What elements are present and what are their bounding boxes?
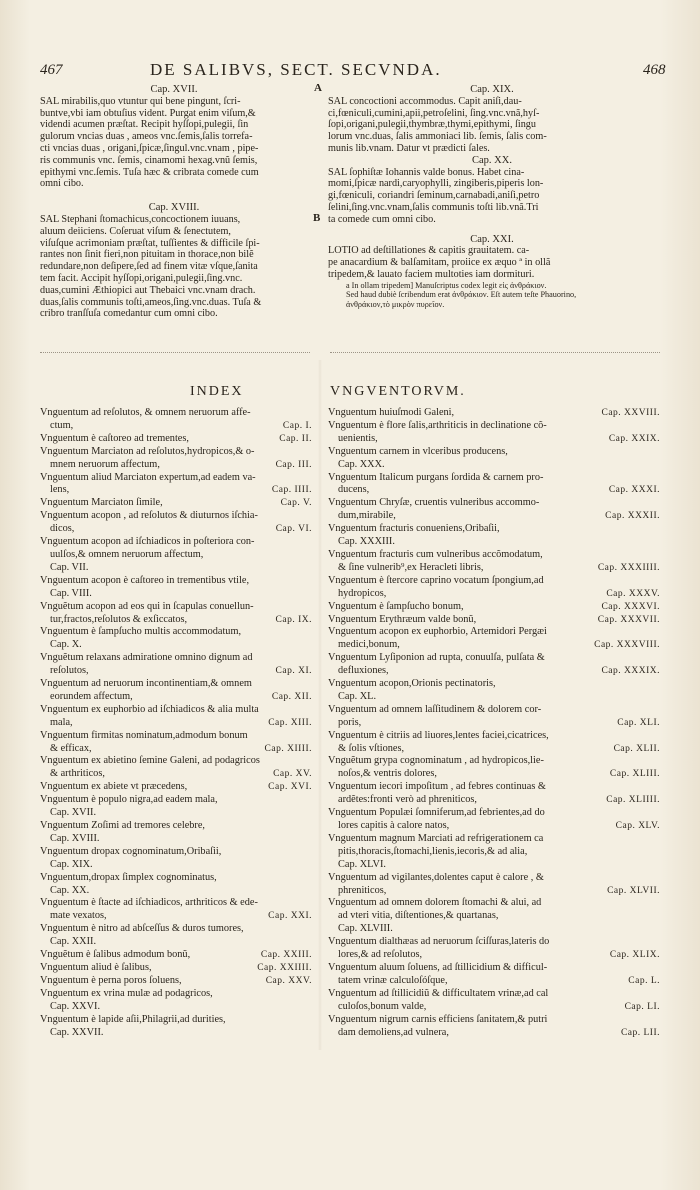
index-entry-chapter: Cap. XIIII. (264, 743, 312, 754)
index-entry (40, 833, 312, 846)
index-entry-text: tatem vrinæ calculoſóſque, (338, 974, 448, 986)
index-entry-text: Vnguentum è nitro ad abſceſſus & duros tumores, (40, 923, 244, 935)
index-entry-text: phreniticos, (338, 884, 387, 896)
index-entry-text: Vnguentum ad reſolutos, & omnem neruorum affe- (40, 407, 251, 418)
index-entry (328, 446, 660, 459)
index-entry (328, 781, 660, 794)
index-entry (328, 639, 660, 652)
text-line: duas,ſalis communis toſti,ameos,ſing.vnc.duas. Tuſa & (40, 296, 262, 308)
index-entry (40, 768, 312, 781)
index-entry-text: Vnguentum ex vrina mulæ ad podagricos, (40, 987, 213, 999)
index-entry (328, 975, 660, 988)
index-entry (328, 652, 660, 665)
index-entry (328, 536, 660, 549)
index-entry (40, 962, 312, 975)
index-entry (40, 872, 312, 885)
index-entry-chapter: Cap. XXIII. (260, 950, 312, 961)
index-entry-text: reſolutos, (50, 665, 89, 677)
index-entry (40, 588, 312, 601)
index-entry (40, 523, 312, 536)
text-line: SAL ſophiſtæ Iohannis valde bonus. Habet cina- (328, 166, 525, 178)
text-line: momi,ſpicæ nardi,caryophylli, zingiberis,piperis lon- (328, 178, 544, 190)
index-entry-text: Vnguentum ad omnem dolorem ſtomachi & alui, ad (328, 897, 542, 909)
index-entry-text: mate vexatos, (50, 910, 107, 922)
index-entry-chapter: Cap. XLVII. (607, 885, 660, 896)
index-entry (40, 536, 312, 549)
index-entry-text: Vnguentum acopon ad iſchiadicos in poſteriora con- (40, 536, 255, 548)
text-line: redundare,non deſipere,ſed ad finem vitæ vſque,ſanita (40, 261, 258, 273)
index-entry-text: tur,fractos,reſolutos & exſiccatos, (50, 613, 188, 625)
index-entry-chapter: Cap. XXI. (268, 911, 312, 922)
index-entry (328, 820, 660, 833)
index-entry (40, 549, 312, 562)
index-entry-text: Vnguentum acopon è caſtoreo in trementibus vtile, (40, 574, 250, 586)
index-entry (328, 510, 660, 523)
footnote-line: Sed haud dubiè ſcribendum erat ἀνθράκιον. Eſt autem teſte Phauorino, (346, 290, 577, 300)
index-entry (328, 614, 660, 627)
index-entry (40, 988, 312, 1001)
index-entry (40, 614, 312, 627)
index-entry-text: Vnguentum Populæi ſomniferum,ad febrientes,ad do (328, 807, 545, 819)
index-entry (40, 885, 312, 898)
index-entry (40, 433, 312, 446)
chapter-paragraph (40, 214, 308, 320)
index-entry-text: Vnguentum è citriis ad liuores,lentes faciei,cicatrices, (328, 729, 549, 741)
index-entry (40, 1001, 312, 1014)
index-entry (40, 910, 312, 923)
index-entry-text: Cap. XVII. (50, 807, 97, 819)
index-entry (328, 497, 660, 510)
index-entry (328, 601, 660, 614)
index-entry (328, 1014, 660, 1027)
index-entry-text: Vnguentum è ſtacte ad iſchiadicos, arthriticos & ede- (40, 897, 258, 909)
index-entry (328, 691, 660, 704)
index-entry (40, 626, 312, 639)
index-title-left: INDEX (190, 384, 244, 399)
index-entry-text: Vnguentum acopon ex euphorbio, Artemidori Pergæi (328, 626, 547, 638)
index-entry (40, 446, 312, 459)
index-entry (328, 768, 660, 781)
index-entry-chapter: Cap. XVI. (268, 782, 312, 793)
index-entry (40, 859, 312, 872)
text-line: cribro tranſſuſa comedantur cum omni cibo. (40, 308, 218, 320)
index-entry-text: Vnguentum fracturis cum vulneribus accõmodatum, (328, 548, 543, 560)
index-entry (328, 962, 660, 975)
index-entry (40, 704, 312, 717)
index-entry-chapter: Cap. XLIII. (609, 769, 660, 780)
index-title-right: VNGVENTORVM. (330, 384, 466, 399)
text-line: ris communis vnc. ſemis, cinamomi hexag.vnũ ſemis, (40, 154, 258, 166)
gutter (318, 360, 322, 1050)
index-entry-text: Vnguentum ex abiete vt præcedens, (40, 781, 188, 793)
index-entry-text: Vnguentum Chryſæ, cruentis vulneribus accommo- (328, 497, 540, 509)
index-entry (40, 897, 312, 910)
chapter-heading: Cap. XX. (472, 154, 512, 166)
margin-marker-a: A (314, 82, 322, 94)
text-line: gulorum vncias duas , ameos vnc.ſemis,ſalis torrefa- (40, 131, 253, 143)
index-entry-text: Cap. XXX. (338, 458, 385, 470)
index-entry-text: Vnguentum nigrum carnis efficiens ſanitatem,& putri (328, 1013, 548, 1025)
index-entry (40, 575, 312, 588)
text-line: ci,fœniculi,cumini,apii,petroſelini, ſing.vnc.vnã,hyſ- (328, 107, 540, 119)
index-entry (328, 936, 660, 949)
text-line: duas,cumini Æthiopici aut Thebaici vnc.vnam drach. (40, 284, 256, 296)
page-number-left: 467 (40, 62, 63, 78)
index-entry (328, 988, 660, 1001)
index-entry (328, 472, 660, 485)
chapter-heading: Cap. XVII. (150, 84, 198, 95)
index-entry-text: Vnguentum è flore ſalis,arthriticis in declinatione cõ- (328, 419, 547, 431)
index-entry-chapter: Cap. XLIX. (609, 950, 660, 961)
index-entry-chapter: Cap. XXXVII. (597, 614, 660, 625)
index-entry-text: noſos,& ventris dolores, (338, 768, 437, 780)
index-entry (40, 755, 312, 768)
index-entry (40, 743, 312, 756)
section-divider (330, 352, 660, 353)
index-entry (328, 1001, 660, 1014)
text-line: ta comede cum omni cibo. (328, 213, 436, 225)
index-entry-text: lens, (50, 484, 70, 496)
index-entry (40, 420, 312, 433)
text-line: tripedem,& lauato faciem multoties iam dormituri. (328, 268, 535, 280)
index-entry-chapter: Cap. XLIIII. (606, 795, 660, 806)
index-entry-text: pitis,thoracis,ſtomachi,lienis,iecoris,& ad alia, (338, 845, 528, 857)
index-entry (40, 459, 312, 472)
index-entry (328, 755, 660, 768)
index-entry-text: Vnguẽtum relaxans admiratione omnino dignum ad (40, 652, 253, 664)
index-entry (328, 407, 660, 420)
left-text-column (40, 84, 308, 320)
index-entry-text: Vnguentum ad ſtillicidiũ & difficultatem vrinæ,ad cal (328, 987, 549, 999)
index-entry-text: Vnguentum acopon,Orionis pectinatoris, (328, 678, 496, 690)
index-entry-text: uenientis, (338, 432, 378, 444)
index-entry-chapter: Cap. XXIX. (608, 433, 660, 444)
index-entry-text: eorundem affectum, (50, 690, 133, 702)
index-entry (40, 807, 312, 820)
index-entry-text: Vnguentum Italicum purgans ſordida & carnem pro- (328, 471, 544, 483)
text-line: epithymi vnc.ſemis. Tuſa hæc & cribrata comede cum (40, 166, 259, 178)
right-text-column (328, 84, 656, 309)
index-entry-text: Vnguentum iecori impoſitum , ad febres continuas & (328, 781, 546, 793)
index-entry (40, 497, 312, 510)
index-entry (40, 510, 312, 523)
index-entry (40, 975, 312, 988)
index-entry (328, 923, 660, 936)
index-entry (328, 872, 660, 885)
index-entry-text: Vnguentum ex euphorbio ad iſchiadicos & alia multa (40, 703, 259, 715)
index-entry (40, 407, 312, 420)
index-entry (328, 1027, 660, 1040)
index-entry-chapter: Cap. VI. (275, 524, 312, 535)
index-entry (40, 923, 312, 936)
page-number-right: 468 (643, 62, 666, 78)
chapter-heading: Cap. XVIII. (148, 202, 200, 214)
index-entry (328, 704, 660, 717)
index-entry-chapter: Cap. LII. (620, 1027, 660, 1038)
index-entry-chapter: Cap. XXV. (265, 975, 312, 986)
index-entry (40, 1027, 312, 1040)
index-entry-text: dum,mirabile, (338, 510, 396, 522)
text-line: SAL mirabilis,quo vtuntur qui bene pingunt, ſcri- (40, 95, 241, 107)
index-entry-text: Vnguentum acopon , ad reſolutos & diuturnos iſchia- (40, 510, 258, 522)
index-entry-chapter: Cap. LI. (624, 1001, 660, 1012)
index-entry-chapter: Cap. XV. (273, 769, 312, 780)
index-entry-text: Vnguentum è ſtercore caprino vocatum ſpongium,ad (328, 574, 544, 586)
index-entry (328, 575, 660, 588)
index-entry-text: Cap. XXII. (50, 936, 97, 948)
index-entry-text: defluxiones, (338, 665, 389, 677)
index-entry-text: Cap. XVIII. (50, 832, 100, 844)
index-entry-text: Vnguentum è populo nigra,ad eadem mala, (40, 794, 218, 806)
index-entry-text: Cap. XLVI. (338, 858, 386, 870)
index-entry (328, 846, 660, 859)
index-entry (328, 678, 660, 691)
index-entry-text: mnem neruorum affectum, (50, 458, 160, 470)
chapter-paragraph (40, 96, 308, 190)
index-entry (40, 484, 312, 497)
index-entry (40, 639, 312, 652)
index-entry-text: Cap. XXVII. (50, 1026, 104, 1038)
index-entry-chapter: Cap. XII. (271, 691, 312, 702)
index-entry-text: Vnguentum fracturis conueniens,Oribaſii, (328, 523, 500, 535)
index-entry-chapter: Cap. IIII. (271, 485, 312, 496)
running-title: DE SALIBVS, SECT. SECVNDA. (150, 60, 442, 79)
index-entry (328, 859, 660, 872)
index-entry-chapter: Cap. XLII. (613, 743, 660, 754)
index-entry (328, 665, 660, 678)
index-entry-text: Vnguentum Erythræum valde bonũ, (328, 613, 477, 625)
index-entry-text: Vnguentum aluum ſoluens, ad ſtillicidium & difficul- (328, 961, 548, 973)
index-entry-text: Vnguentum è perna poros ſoluens, (40, 974, 182, 986)
chapter-heading: Cap. XIX. (470, 84, 514, 95)
text-line: ſelini,ſing.vnc.vnam,ſalis communis toſti lib.vnã.Tri (328, 201, 539, 213)
index-entry-chapter: Cap. XXXV. (606, 588, 660, 599)
index-entry-chapter: Cap. XXXIIII. (597, 562, 660, 573)
index-entry-text: Vnguẽtum è ſalibus admodum bonũ, (40, 949, 191, 961)
index-entry-text: Vnguentum carnem in vlceribus producens, (328, 445, 508, 457)
index-entry (40, 820, 312, 833)
text-line: ſopi,origani,pulegii,thymbræ,thymi,epithymi, ſingu (328, 119, 536, 131)
index-entry-chapter: Cap. III. (275, 459, 312, 470)
section-divider (40, 352, 310, 353)
index-entry (328, 562, 660, 575)
index-entry-text: ducens, (338, 484, 370, 496)
index-entry-chapter: Cap. XXXI. (608, 485, 660, 496)
index-entry-text: ad vteri vitia, diſtentiones,& quartanas, (338, 910, 499, 922)
index-entry-text: ardẽtes:fronti verò ad phreniticos, (338, 794, 477, 806)
index-entry-chapter: Cap. V. (280, 498, 312, 509)
index-entry-chapter: Cap. XXXVI. (601, 601, 660, 612)
index-entry-text: Cap. XLVIII. (338, 923, 393, 935)
index-entry-text: Vnguentum ex abietino ſemine Galeni, ad podagricos (40, 755, 260, 767)
index-entry-chapter: Cap. XLV. (615, 821, 660, 831)
index-entry (40, 730, 312, 743)
index-entry-text: Vnguentum firmitas nominatum,admodum bonum (40, 729, 248, 741)
index-column-right (328, 407, 660, 1039)
text-line: pe anacardium & balſamitam, proiice ex æquo ª in ollã (328, 257, 551, 269)
index-entry (328, 949, 660, 962)
index-entry-chapter: Cap. XIII. (268, 717, 312, 728)
index-entry-text: mala, (50, 716, 73, 728)
index-entry-text: Vnguentum dropax cognominatum,Oribaſii, (40, 845, 222, 857)
index-entry-text: Vnguentum è caſtoreo ad trementes, (40, 432, 189, 444)
chapter-paragraph (328, 96, 656, 155)
index-entry-text: Vnguentum è ſampſucho multis accommodatum, (40, 626, 242, 638)
index-entry (40, 781, 312, 794)
index-entry-chapter: Cap. XXVIII. (601, 408, 660, 418)
text-line: videndi acumen præſtat. Recipit hyſſopi,pulegii, ſin (40, 119, 249, 131)
text-line: LOTIO ad deſtillationes & capitis grauitatem. ca- (328, 245, 530, 257)
index-entry (40, 936, 312, 949)
index-entry-text: & arthriticos, (50, 768, 105, 780)
index-entry-text: dam demoliens,ad vulnera, (338, 1026, 449, 1038)
index-column-left (40, 407, 312, 1039)
text-line: cti vncias duas , origani,ſpicæ,ſingul.vnc.vnam , pipe- (40, 142, 259, 154)
chapter-paragraph (328, 167, 656, 226)
index-entry (328, 523, 660, 536)
footnote-line: ἀνθράκιον,τὸ μικρὸν πυρεῖον. (346, 299, 445, 309)
index-entry-chapter: Cap. II. (279, 433, 312, 444)
index-entry (328, 626, 660, 639)
index-entry (40, 601, 312, 614)
index-entry (328, 910, 660, 923)
index-entry (40, 717, 312, 730)
index-entry-text: Vnguentum aliud è ſalibus, (40, 961, 152, 973)
chapter-paragraph (328, 245, 656, 280)
index-entry-chapter: Cap. IX. (275, 614, 312, 625)
index-entry-text: Vnguentum Marciaton ſimile, (40, 497, 163, 509)
index-entry-text: Cap. VIII. (50, 587, 92, 599)
index-entry-text: Cap. XIX. (50, 858, 93, 870)
index-entry-text: Cap. VII. (50, 561, 89, 573)
index-entry (328, 807, 660, 820)
index-entry-text: lores capitis à calore natos, (338, 820, 450, 831)
index-entry-text: poris, (338, 716, 362, 728)
index-entry (328, 549, 660, 562)
index-entry-text: Vnguẽtum acopon ad eos qui in ſcapulas conuellun- (40, 600, 254, 612)
footnote-line: a In ollam tripedem] Manuſcriptus codex legit εἰς ἀνθράκιον. (346, 280, 547, 290)
index-entry-text: Vnguẽtum grypa cognominatum , ad hydropicos,lie- (328, 755, 544, 767)
index-entry-text: uulſos,& omnem neruorum affectum, (50, 548, 204, 560)
index-entry-chapter: Cap. XLI. (617, 717, 660, 728)
index-entry-text: lores,& ad reſolutos, (338, 949, 423, 961)
index-entry-text: ctum, (50, 419, 74, 431)
text-line: tem facit. Accipit hyſſopi,origani,pulegii,ſing.vnc. (40, 272, 243, 284)
index-entry (40, 846, 312, 859)
index-entry-text: Vnguentum dialthæas ad neruorum ſciſſuras,lateris do (328, 936, 550, 948)
index-entry-chapter: Cap. XXXIX. (601, 666, 660, 677)
index-entry (328, 433, 660, 446)
index-entry-text: & ſolis vſtiones, (338, 742, 405, 754)
index-entry-text: Cap. XXVI. (50, 1000, 101, 1012)
index-entry-text: dicos, (50, 523, 75, 535)
index-entry (40, 665, 312, 678)
text-line: lorum vnc.duas, ſalis ammoniaci lib. ſemis, ſalis com- (328, 131, 547, 143)
text-line: buntve,vbi iam obtuſius vident. Purgat enim viſum,& (40, 107, 256, 119)
index-entry (328, 885, 660, 898)
index-entry (40, 472, 312, 485)
index-entry-text: Vnguentum è lapide aſii,Philagrii,ad durities, (40, 1013, 226, 1025)
index-entry (40, 691, 312, 704)
index-entry-chapter: Cap. XXIIII. (257, 962, 312, 973)
index-entry-text: Vnguentum ad neruorum incontinentiam,& omnem (40, 678, 252, 690)
index-entry-text: medici,bonum, (338, 639, 400, 651)
index-entry-text: Vnguentum ad vigilantes,dolentes caput è calore , & (328, 871, 544, 883)
index-entry (328, 743, 660, 756)
margin-marker-b: B (313, 212, 321, 224)
text-line: aluum deiiciens. Coſeruat viſum & ſenectutem, (40, 225, 231, 237)
index-entry (40, 794, 312, 807)
index-entry-text: Vnguentum aliud Marciaton expertum,ad eadem va- (40, 471, 256, 483)
text-line: munis lib.vnam. Datur vt prædicti ſales. (328, 142, 490, 154)
index-entry (328, 897, 660, 910)
index-entry-text: & efficax, (50, 742, 92, 754)
index-entry-chapter: Cap. XXXVIII. (594, 640, 660, 651)
text-line: gi,fœniculi, coriandri ſeminum,carnabadi,aniſi,petro (328, 190, 540, 202)
index-entry (328, 484, 660, 497)
index-entry-text: hydropicos, (338, 587, 387, 599)
index-entry-text: Vnguentum huiuſmodi Galeni, (328, 407, 455, 418)
index-entry (328, 588, 660, 601)
index-entry (328, 420, 660, 433)
index-entry (328, 730, 660, 743)
text-line: omni cibo. (40, 178, 84, 190)
index-entry (328, 833, 660, 846)
index-entry-chapter: Cap. L. (628, 975, 660, 986)
index-entry-chapter: Cap. XXXII. (605, 511, 660, 522)
index-entry (40, 678, 312, 691)
index-entry-text: culoſos,bonum valde, (338, 1000, 427, 1012)
index-entry-text: Vnguentum,dropax ſimplex cognominatus, (40, 871, 217, 883)
index-entry (40, 652, 312, 665)
text-line: viſuſque acrimoniam præſtat, tuſſientes & difficile ſpi- (40, 237, 260, 249)
index-entry-text: & ſine vulnerib⁹,ex Heracleti libris, (338, 561, 484, 573)
index-entry (328, 794, 660, 807)
index-entry-text: Vnguentum Zoſimi ad tremores celebre, (40, 820, 205, 831)
index-entry (328, 717, 660, 730)
text-line: SAL concoctioni accommodus. Capit aniſi,dau- (328, 95, 522, 107)
index-entry-text: Cap. XL. (338, 690, 377, 702)
index-entry-text: Vnguentum Marciaton ad reſolutos,hydropicos,& o- (40, 445, 255, 457)
index-entry-text: Vnguentum Lyſiponion ad rupta, conuulſa, pulſata & (328, 652, 545, 664)
index-entry-text: Vnguentum ad omnem laſſitudinem & dolorem cor- (328, 703, 542, 715)
index-entry-text: Vnguentum magnum Marciati ad refrigerationem ca (328, 832, 544, 844)
index-entry-text: Vnguentum è ſampſucho bonum, (328, 600, 464, 612)
index-entry (40, 949, 312, 962)
index-entry (40, 1014, 312, 1027)
index-entry-text: Cap. XX. (50, 884, 90, 896)
footnote (328, 281, 656, 310)
text-line: rantes non ſinit fieri,non pituitam in thorace,non bilẽ (40, 249, 254, 261)
index-entry (40, 562, 312, 575)
index-entry-text: Cap. XXXIII. (338, 536, 395, 548)
index-entry-chapter: Cap. I. (282, 420, 312, 431)
chapter-heading: Cap. XXI. (470, 233, 514, 245)
index-entry-text: Cap. X. (50, 639, 82, 651)
text-line: SAL Stephani ſtomachicus,concoctionem iuuans, (40, 213, 241, 225)
index-entry-chapter: Cap. XI. (275, 666, 312, 677)
index-entry (328, 459, 660, 472)
